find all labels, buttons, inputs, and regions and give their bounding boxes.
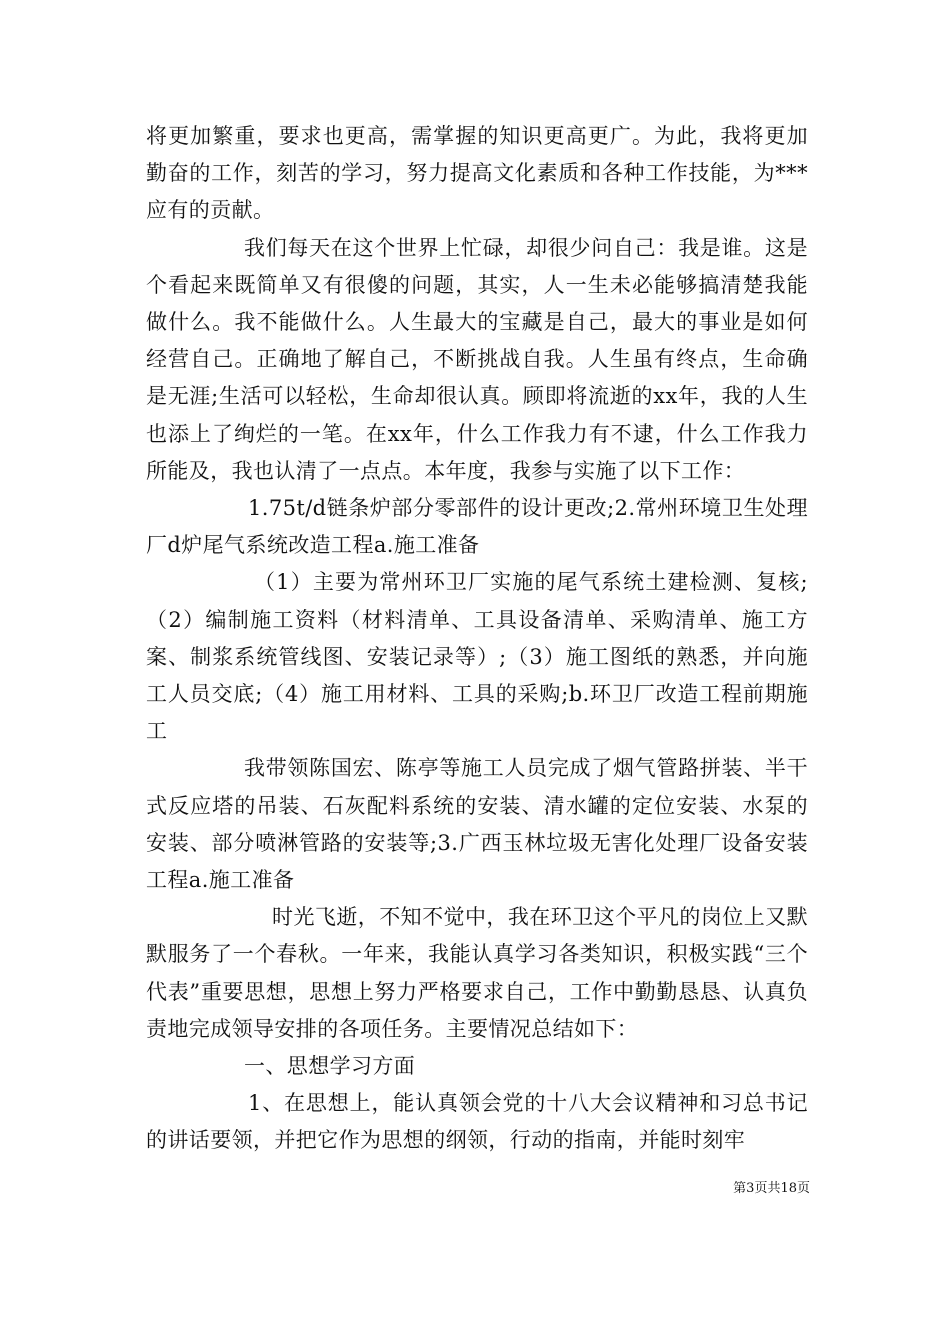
document-body — [146, 118, 808, 1160]
paragraph-ideology-point-1: 1、在思想上，能认真领会党的十八大会议精神和习总书记的讲话要领，并把它作为思想的纲领，行动的指南，并能时刻牢 — [146, 1091, 808, 1153]
page-number-footer: 第3页共18页 — [733, 1181, 810, 1196]
paragraph-year-summary: 时光飞逝，不知不觉中，我在环卫这个平凡的岗位上又默默服务了一个春秋。一年来，我能认真学习各类知识，积极实践“三个代表”重要思想，思想上努力严格要求自己，工作中勤勤恳恳、认真负责地完成领导安排的各项任务。主要情况总结如下： — [146, 905, 808, 1041]
paragraph-work-item-1-2: 1.75t/d链条炉部分零部件的设计更改;2.常州环境卫生处理厂d炉尾气系统改造工程a.施工准备 — [146, 496, 808, 558]
paragraph-self-reflection: 我们每天在这个世界上忙碌，却很少问自己：我是谁。这是个看起来既简单又有很傻的问题，其实，人一生未必能够搞清楚我能做什么。我不能做什么。人生最大的宝藏是自己，最大的事业是如何经营自己。正确地了解自己，不断挑战自我。人生虽有终点，生命确是无涯;生活可以轻松，生命却很认真。顾即将流逝的xx年，我的人生也添上了绚烂的一笔。在xx年，什么工作我力有不逮，什么工作我力所能及，我也认清了一点点。本年度，我参与实施了以下工作： — [146, 235, 808, 483]
paragraph-preparation-list: （1）主要为常州环卫厂实施的尾气系统土建检测、复核;（2）编制施工资料（材料清单、工具设备清单、采购清单、施工方案、制浆系统管线图、安装记录等）;（3）施工图纸的熟悉，并向施工人员交底;（4）施工用材料、工具的采购;b.环卫厂改造工程前期施工 — [146, 570, 808, 744]
paragraph-continuation: 将更加繁重，要求也更高，需掌握的知识更高更广。为此，我将更加勤奋的工作，刻苦的学习，努力提高文化素质和各种工作技能，为***应有的贡献。 — [146, 124, 808, 223]
section-heading-ideology-study: 一、思想学习方面 — [244, 1054, 416, 1079]
paragraph-installation-work: 我带领陈国宏、陈亭等施工人员完成了烟气管路拼装、半干式反应塔的吊装、石灰配料系统的安装、清水罐的定位安装、水泵的安装、部分喷淋管路的安装等;3.广西玉林垃圾无害化处理厂设备安装工程a.施工准备 — [146, 756, 808, 893]
